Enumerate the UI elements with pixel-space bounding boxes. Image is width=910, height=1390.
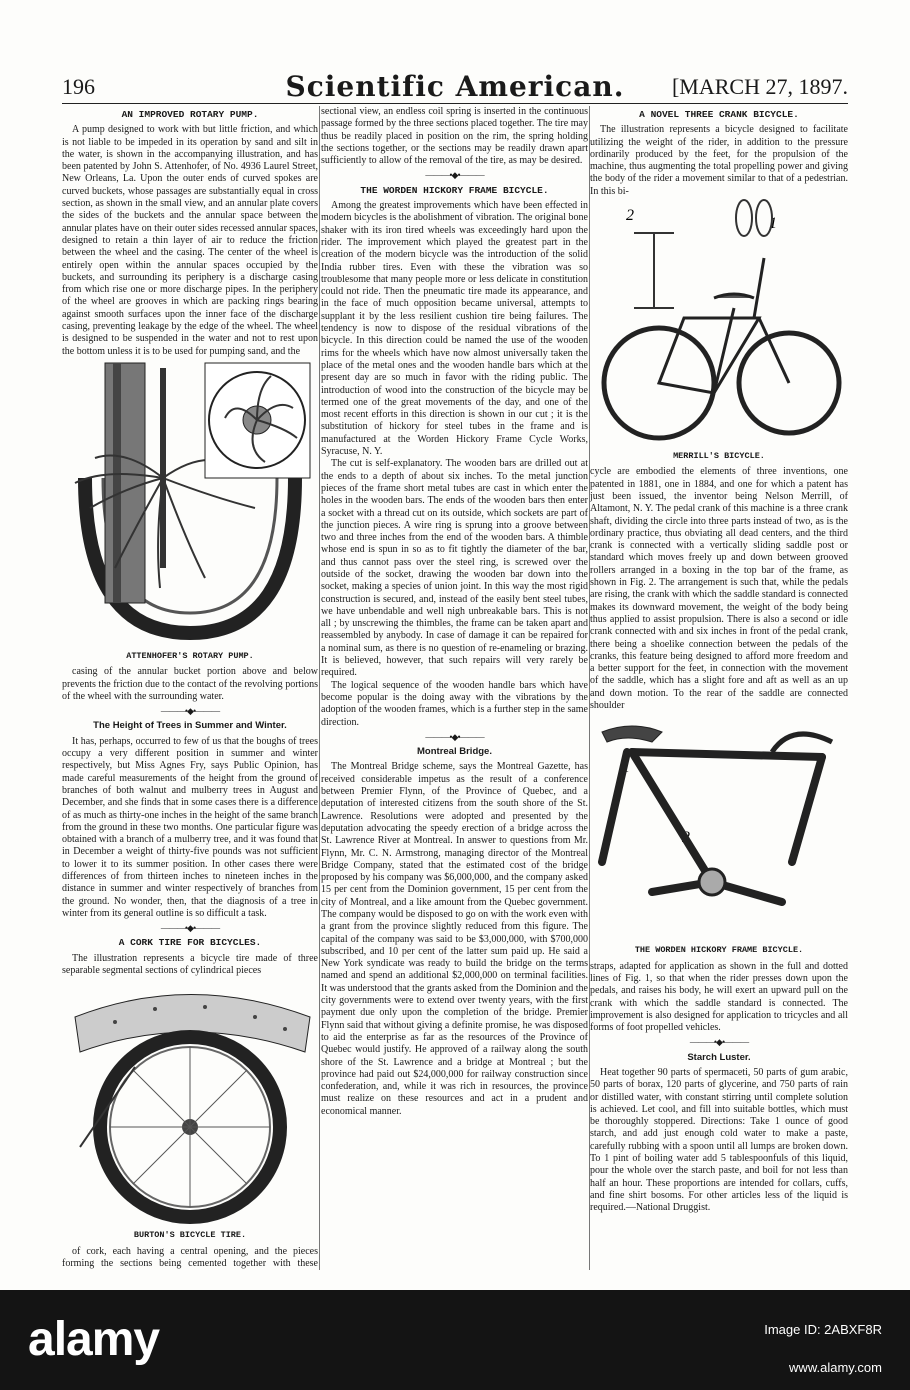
crank-text-3: straps, adapted for application as shown in the full and dotted lines of Fig. 1, so that when the rider presses down upon the pedals, and raises his body, he will exert an upward pull on the crank with which the saddle standard is connected. The improvement is also designed for application to tricycles and all forms of foot propelled vehicles. — [590, 960, 848, 1034]
worden-title: THE WORDEN HICKORY FRAME BICYCLE. — [360, 184, 549, 196]
separator: ———•◆•——— — [425, 731, 484, 742]
fig-label-1: 1 — [769, 215, 777, 233]
trees-title: The Height of Trees in Summer and Winter. — [93, 720, 287, 732]
fig-label-2: 2 — [626, 207, 634, 225]
header-rule — [62, 103, 848, 104]
fig-label-1: 1 — [621, 759, 630, 777]
pump-text-2: casing of the annular bucket portion above and below prevents the friction due to the contact of the revolving portions of the wheel with the surrounding water. — [62, 666, 318, 702]
separator: ———•◆•——— — [160, 923, 220, 934]
masthead: Scientific American. — [285, 70, 625, 103]
crank-text: The illustration represents a bicycle designed to facilitate utilizing the weight of the rider, in addition to the pressure ordinarily produced by the feet, for the propulsion of the machine, thus augmenting the total propelling power and giving the body of the rider a movement similar to that of a pedestrian. In this bi- — [590, 124, 848, 197]
merrill-bicycle-illustration — [594, 198, 844, 448]
bridge-text: The Montreal Bridge scheme, says the Montreal Gazette, has received considerable impetus as the result of a conference between Premier Flynn, of the Province of Quebec, and a deputation of interested citizens from the south shore of the St. Lawrence. Resolutions were adopted and presented by the deputation advocating the speedy erection of a bridge across the St. Lawrence River at Montreal. In answer to questions from Mr. Flynn, Mr. C. N. Armstrong, managing director of the Montreal Bridge Company, stated that the estimated cost of the bridge proposed by his company was $6,000,000, and the company asked 15 per cent from the Dominion government, 15 per cent from the city of Montreal, and a like amount from the Quebec government. The company would be disposed to go on with the work even with a grant from the province slightly reduced from this figure. The capital of the company was said to be $3,000,000, with $700,000 subscribed, and 10 per cent of the latter sum paid up. He said a New York syndicate was ready to build the bridge on the terms named and spend an additional $2,000,000 on terminal facilities. It was understood that the grants asked from the Dominion and the city governments were to extend over twenty years, with the first payment due only upon the completion of the bridge. Premier Flynn said that without giving a definite promise, he was disposed to aid the enterprise as far as the resources of the Province of Quebec would justify. He approved of a railway along the south shore of the St. Lawrence and a bridge at Montreal ; but the province had paid out $24,000,000 for railway construction since confederation, and, while it was rich in resources, the province must realize on these resources and act in a prudent and economical manner. — [321, 761, 588, 1117]
cork-continued-text: sectional view, an endless coil spring is inserted in the continuous passage formed by the three sections placed together. The tire may thus be readily placed in position on the rim, the spring holding the sections together, or the sections may be readily drawn apart sufficiently to allow of the removal of the tire, as may be desired. — [321, 106, 588, 167]
cork-text-2: of cork, each having a central opening, and the pieces forming the sections being cemented together with these — [62, 1245, 318, 1269]
image-id: Image ID: 2ABXF8R — [764, 1322, 882, 1337]
separator: ———•◆•——— — [689, 1037, 749, 1048]
cork-caption: BURTON'S BICYCLE TIRE. — [133, 1230, 247, 1241]
pump-caption: ATTENHOFER'S ROTARY PUMP. — [126, 650, 254, 661]
merrill-caption: MERRILL'S BICYCLE. — [673, 451, 765, 462]
page-header — [62, 70, 848, 104]
separator: ———•◆•——— — [160, 706, 220, 717]
worden-text: Among the greatest improvements which have been effected in modern bicycles is the abolishment of vibration. The original bone shaker with its iron tired wheels was exceedingly hard upon the rider. The improvement which played the greatest part in the creation of the modern bicycle was the introduction of the solid India rubber tires. Even with these the vibration was so troublesome that many people more or less delicate in constitution could not ride. Then the pneumatic tire made its appearance, and in the face of much opposition became universal, attempts to supplant it by the less resilient cushion tire being failures. The tendency is now to dispose of the residual vibrations of the bicycle. In this direction could be named the use of the wooden rims for the wheels which have now almost universally taken the place of the metal ones and the wooden handle bars which at the present day are so much in favor with the riding public. The introduction of wood into the construction of the bicycle may be termed one of the great movements of the day, and one of the most recent efforts in this direction is shown in our cut ; it is the substitution of hickory for steel tubes in the frame and is manufactured at the Worden Hickory Frame Cycle Works, Syracuse, N. Y. — [321, 200, 588, 458]
crank-title: A NOVEL THREE CRANK BICYCLE. — [639, 109, 799, 120]
cork-title: A CORK TIRE FOR BICYCLES. — [118, 937, 262, 949]
column-divider — [319, 106, 320, 1270]
worden-caption: THE WORDEN HICKORY FRAME BICYCLE. — [634, 945, 804, 956]
cork-tire-illustration — [65, 977, 315, 1227]
worden-text-2: The cut is self-explanatory. The wooden bars are drilled out at the ends to a depth of about six inches. To the metal junction pieces of the frame short metal tubes are cast in which enter the holes in the wooden bars. The ends of the wooden bars then enter a socket with a thread cut on its outside, which sockets are part of the junction pieces. A wire ring is sprung into a groove between two and three inches from the end of the wooden bars. A thimble whose end is spun in so as to fit tightly the diameter of the bar, and thus cannot pass over the steel ring, is screwed over the outside of the socket, drawing the wooden bar down into the socket, making a species of union joint. In this way the most rigid construction is secured, and, instead of the easily bent steel tubes, we have unbendable and well nigh unbreakable bars. This is not all ; by unscrewing the thimbles, the frame can be taken apart and reassembled by anybody. In case of damage it can be repaired for a nominal sum, as there is no question of re-enameling or brazing. It is believed, however, that such repairs will very rarely be required. — [321, 458, 588, 679]
column-2 — [321, 106, 588, 1270]
pump-title: AN IMPROVED ROTARY PUMP. — [121, 109, 259, 120]
cork-text: The illustration represents a bicycle tire made of three separable segmental sections of cylindrical pieces — [62, 952, 318, 977]
worden-text-3: The logical sequence of the wooden handle bars which have become popular is the doing away with the vibrations by the adoption of the wooden frames, which is a further step in the same direction. — [321, 679, 588, 728]
rotary-pump-illustration — [65, 358, 315, 648]
issue-date: [MARCH 27, 1897. — [671, 74, 848, 99]
trees-text: It has, perhaps, occurred to few of us that the boughs of trees occupy a very different position in summer and winter respectively, but Miss Agnes Fry, says Public Opinion, has made careful measurements of the height from the ground of branches of both walnut and mulberry trees in August and December, and she finds that in some cases there is a difference of as much as thirty-one inches in the height of the same branch from the ground in these two months. One particular figure was obtained with a branch of a mulberry tree, and it was found that in December a weight of thirty-five pounds was not sufficient to lower it to its summer position. In other cases there were differences of from thirteen inches to nineteen inches in the distance in summer and winter respectively of branches from the ground. No wonder, then, that the diagnosis of a tree in winter from its general outline is so difficult a task. — [62, 735, 318, 919]
column-3 — [590, 106, 848, 1270]
column-1 — [62, 106, 318, 1270]
fig-label-2: 2 — [681, 829, 690, 847]
pump-text: A pump designed to work with but little friction, and which is not liable to be impeded in its operation by sand and silt in the water, is shown in the accompanying illustration, and has been patented by John S. Attenhofer, of No. 4936 Laurel Street, New Orleans, La. Upon the outer ends of curved spokes are curved buckets, whose passages are substantially equal in cross section, as shown in the small view, and an annular plate covers the sides of the buckets and the annular space between the annular plates have on their outer sides recessed annular spaces, designed to retain a thin layer of air to reduce the friction between the wheel and the casing. The center of the wheel is entirely open within the annular spaces occupied by the buckets, and surrounding its periphery is a discharge casing from which rise one or more discharge pipes. In the periphery of the wheel are grooves in which are packing rings bearing against smooth surfaces upon the inner face of the discharge casing, preventing leakage by the edge of the wheel. The wheel is designed to be suspended in the water and not to rest upon the bottom unless it is to be used for pumping sand, and the — [62, 124, 318, 357]
crank-text-2: cycle are embodied the elements of three inventions, one patented in 1881, one in 1884, and one for which a patent has just been issued, the inventor being Nelson Merrill, of Altamont, N. Y. The pedal crank of this machine is a three crank shaft, dividing the circle into three parts instead of two, as is the ordinary practice, thus obviating all dead centers, and the third crank is connected with a vertically sliding saddle post or standard which moves freely up and down between grooved rollers arranged in a boxing in the top bar of the frame, as shown in Fig. 2. The arrangement is such that, while the pedals are rising, the crank with which the saddle standard is connected makes its downward movement, the weight of the body being thus applied to assist propulsion. There is also a second or idle crank connected with and six inches in front of the pedal crank, there being a shoelike connection between the pedals of the cranks, this feature being designed to afford more freedom and a better support for the feet, in connection with the movement of the saddle, which has a slight fore and aft as well as an up and down motion. To the rear of the saddle are connected shoulder — [590, 466, 848, 712]
worden-bicycle-illustration — [592, 712, 847, 942]
page-number: 196 — [62, 74, 95, 99]
watermark-bar — [0, 1290, 910, 1390]
stock-logo: alamy — [28, 1313, 160, 1366]
bridge-title: Montreal Bridge. — [417, 746, 492, 758]
starch-title: Starch Luster. — [687, 1051, 751, 1063]
separator: ———•◆•——— — [425, 170, 484, 181]
stock-url: www.alamy.com — [789, 1360, 882, 1375]
starch-text: Heat together 90 parts of spermaceti, 50 parts of gum arabic, 50 parts of borax, 120 parts of glycerine, and 750 parts of rain or distilled water, with constant stirring until complete solution is achieved. Let cool, and fill into suitable bottles, which must be thoroughly stoppered. Directions: Take 1 ounce of good starch, and add just enough cold water to make a paste, carefully rubbing with a spoon until all lumps are broken down. To 1 pint of boiling water add 5 tablespoonfuls of this liquid, pour the whole over the starch paste, and boil for not less than half an hour. These proportions are intended for collars, cuffs, and fine shirt bosoms. For other articles less of the liquid is required.—National Druggist. — [590, 1066, 848, 1214]
